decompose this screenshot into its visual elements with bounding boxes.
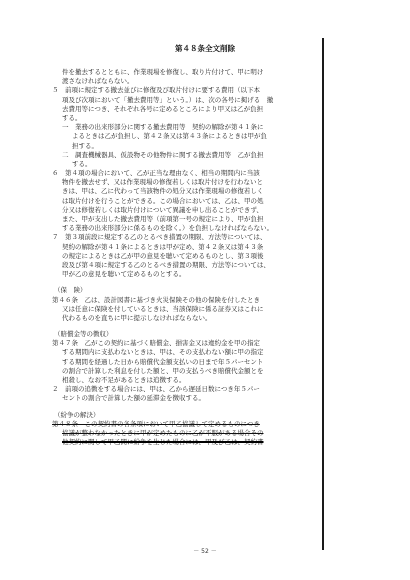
text-line: ２ 前項の追徴をする場合には、甲は、乙から遅延日数につき年５パー (52, 385, 260, 394)
text-line: 第４７条 乙がこの契約に基づく賠償金、損害金又は違約金を甲の指定 (52, 339, 260, 348)
text-line: 物件を撤去せず、又は作業現場の修復若しくは取片付けを行わないと (62, 178, 263, 187)
text-line: ６ 第４項の場合において、乙が正当な理由なく、相当の期間内に当該 (52, 169, 260, 178)
text-line: する。 (62, 113, 82, 122)
text-line: 去費用等につき、それぞれ各号に定めるところにより甲又は乙が負担 (62, 104, 264, 113)
revision-bar (322, 38, 324, 550)
text-line: 渡さなければならない。 (62, 77, 134, 86)
text-line: 契約の解除が第４１条によるときは甲が定め、第４２条又は第４３条 (62, 242, 264, 251)
text-line: 段及び第４項に規定する乙のとるべき措置の期限、方法等については、 (62, 260, 270, 269)
text-line: 協議が整わなかったときに甲が定めたものに乙が不服がある場合その (62, 428, 264, 437)
text-line: 件を撤去するとともに、作業現場を修復し、取り片付けて、甲に明け (62, 68, 264, 76)
text-line: する。 (72, 159, 92, 168)
text-line: 又は任意に保険を付しているときは、当該保険に係る証券又はこれに (62, 304, 264, 313)
text-line: する期間を経過した日から賠償代金額支払いの日まで年５パーセント (62, 357, 264, 366)
text-line: の規定によるときは乙が甲の意見を聴いて定めるものとし、第３項後 (62, 251, 264, 260)
text-line: する期間内に支払わないときは、甲は、その支払わない額に甲の指定 (62, 348, 264, 357)
text-line: 相殺し、なお不足があるときは追徴する。 (62, 376, 186, 384)
text-line: する業務の出来形部分に係るものを除く。）を負担しなければならない。 (62, 224, 274, 233)
text-line: 分又は修復若しくは取片付けについて異議を申し出ることができず、 (62, 205, 263, 214)
text-line: 第４６条 乙は、設計図書に基づき火災保険その他の保険を付したとき (52, 295, 260, 304)
page-number: － 52 － (193, 548, 217, 555)
text-line: （保 険） (54, 286, 87, 295)
text-line: （紛争の解決） (54, 410, 100, 419)
text-line: 二 調査機械器具、仮設物その他物件に関する撤去費用等 乙が負担 (62, 150, 264, 159)
document-body (52, 68, 322, 447)
text-line: 項及び次項において「撤去費用等」という。）は、次の各号に掲げる 撤 (62, 95, 274, 104)
text-line: また、甲が支出した撤去費用等（前項第一号の規定により、甲が負担 (62, 215, 264, 223)
text-line: よるときは乙が負担し、第４２条又は第４３条によるときは甲が負 (72, 132, 267, 141)
paragraph-gap (52, 279, 322, 286)
paragraph-gap (52, 404, 322, 411)
text-line: 甲が乙の意見を聴いて定めるものとする。 (62, 270, 186, 279)
text-line: は取片付けを行うことができる。この場合においては、乙は、甲の処 (62, 196, 264, 205)
text-line: （賠償金等の徴収） (54, 330, 113, 339)
text-line: 代わるものを直ちに甲に提示しなければならない。 (62, 313, 212, 322)
text-line: 他契約に関して甲乙間に紛争を生じた場合には、甲及び乙は、契約書 (62, 438, 264, 447)
text-line: ５ 前項に規定する撤去並びに修復及び取片付けに要する費用（以下本 (52, 86, 260, 95)
page-title: 第４８条全文削除 (175, 44, 235, 53)
paragraph-gap (52, 323, 322, 330)
text-line: 一 業務の出来形部分に関する撤去費用等 契約の解除が第４１条に (62, 123, 264, 132)
text-line: 担する。 (72, 141, 98, 150)
text-line: の割合で計算した利息を付した額と、甲の支払うべき賠償代金額とを (62, 366, 264, 375)
text-line: ７ 第３項前段に規定する乙のとるべき措置の期限、方法等については、 (52, 233, 267, 242)
text-line: 第４８条 この契約書の各条項において甲乙協議して定めるものにつき (52, 419, 260, 428)
text-line: きは、甲は、乙に代わって当該物件の処分又は作業現場の修復若しく (62, 187, 264, 196)
text-line: セントの割合で計算した額の延滞金を徴収する。 (62, 394, 205, 403)
